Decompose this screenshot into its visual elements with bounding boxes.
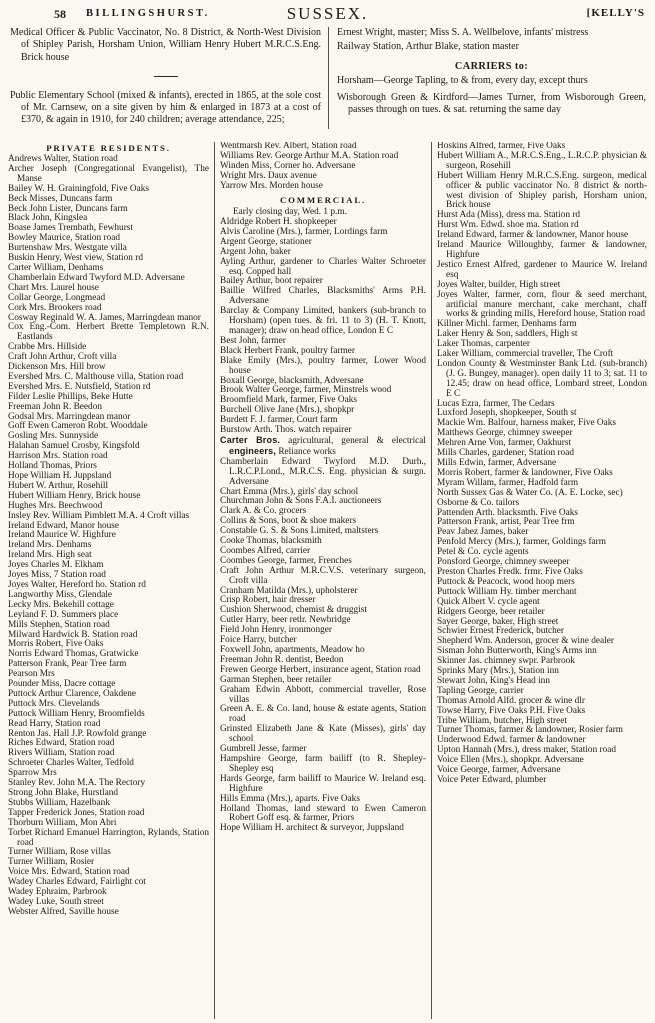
resident-entry: Puttock Arthur Clarence, Oakdene bbox=[8, 688, 137, 699]
resident-entry: Boase James Trembath, Fewhurst bbox=[8, 223, 133, 234]
resident-entry: Godsal Mrs. Marringdean manor bbox=[8, 411, 131, 422]
section-divider-dash bbox=[154, 76, 178, 77]
commercial-entry: Grinsted Elizabeth Jane & Kate (Misses), girls' day school bbox=[220, 724, 426, 745]
commercial-entry: Cooke Thomas, blacksmith bbox=[220, 536, 322, 547]
commercial-entry: Foice Harry, butcher bbox=[220, 635, 297, 646]
private-residents-heading: PRIVATE RESIDENTS. bbox=[46, 143, 171, 153]
resident-entry: Yarrow Mrs. Morden house bbox=[220, 180, 323, 191]
commercial-entry: Mackie Wm. Balfour, harness maker, Five Oaks bbox=[437, 418, 617, 429]
commercial-entry: Preston Charles Fredk. frmr. Five Oaks bbox=[437, 566, 583, 577]
commercial-entry: Churchman John & Sons F.A.I. auctioneers bbox=[220, 496, 382, 507]
resident-entry: Renton Jas. Hall J.P. Rowfold grange bbox=[8, 728, 147, 739]
commercial-entry: Cutler Harry, beer retlr. Newbridge bbox=[220, 615, 351, 626]
commercial-entry: Crisp Robert, hair dresser bbox=[220, 595, 316, 606]
resident-entry: Thorburn William, Mon Abri bbox=[8, 817, 117, 828]
running-header bbox=[0, 4, 655, 24]
resident-entry: Evershed Mrs. C. Malthouse villa, Station road bbox=[8, 371, 184, 382]
commercial-entry: Puttock & Peacock, wood hoop mers bbox=[437, 576, 575, 587]
commercial-entry: Collins & Sons, boot & shoe makers bbox=[220, 516, 357, 527]
commercial-entry: Ayling Arthur, gardener to Charles Walter Schroeter esq. Copped hall bbox=[220, 256, 426, 277]
commercial-entry: Voice Peter Edward, plumber bbox=[437, 775, 547, 785]
resident-entry: Cosway Reginald W. A. James, Marringdean manor bbox=[8, 312, 201, 323]
commercial-entry: Hurst Wm. Edwd. shoe ma. Station rd bbox=[437, 220, 579, 231]
resident-entry: Langworthy Miss, Glendale bbox=[8, 589, 113, 600]
resident-entry: Beck John Lister, Duncans farm bbox=[8, 203, 128, 214]
commercial-entry: Voice George, farmer, Adversane bbox=[437, 765, 561, 776]
right-column bbox=[431, 142, 647, 1019]
commercial-entry: Killner Michl. farmer, Denhams farm bbox=[437, 319, 577, 330]
private-residents-list bbox=[8, 155, 209, 918]
resident-entry: Rivers William, Station road bbox=[8, 748, 115, 759]
commercial-list bbox=[220, 218, 426, 834]
early-closing-note: Early closing day, Wed. 1 p.m. bbox=[233, 206, 347, 217]
resident-entry: Hubert W. Arthur, Rosehill bbox=[8, 480, 109, 491]
commercial-entry: Freeman John R. dentist, Beedon bbox=[220, 654, 344, 665]
commercial-entry: Towse Harry, Five Oaks P.H. Five Oaks bbox=[437, 705, 586, 716]
intro-section bbox=[10, 27, 646, 129]
resident-entry: Black John, Kingslea bbox=[8, 213, 88, 224]
resident-entry: Puttock William Henry, Broomfields bbox=[8, 708, 145, 719]
commercial-entry: Sprinks Mary (Mrs.), Station inn bbox=[437, 666, 559, 677]
resident-entry: Stanley Rev. John M.A. The Rectory bbox=[8, 778, 146, 789]
commercial-entry: Best John, farmer bbox=[220, 335, 286, 346]
commercial-entry: Hurst Ada (Miss), dress ma. Station rd bbox=[437, 210, 581, 221]
entry-segment: agricultural, general & electrical bbox=[280, 435, 426, 446]
resident-entry: Schroeter Charles Walter, Tedfold bbox=[8, 758, 134, 769]
resident-entry: Stubbs William, Hazelbank bbox=[8, 797, 110, 808]
commercial-entry: Mehren Arne Von, farmer, Oakhurst bbox=[437, 438, 572, 449]
commercial-entry: Luxford Joseph, shopkeeper, South st bbox=[437, 408, 577, 419]
middle-column bbox=[214, 142, 431, 1019]
resident-entry: Wadey Luke, South street bbox=[8, 896, 104, 907]
resident-entry: Collar George, Longmead bbox=[8, 292, 106, 303]
carrier-entry: Wisborough Green & Kirdford—James Turner, from Wisborough Green, passes through on tues. & sat. returning the same day bbox=[337, 91, 646, 116]
resident-entry: Hughes Mrs. Beechwood bbox=[8, 500, 103, 511]
commercial-entry: Underwood Edwd. farmer & landowner bbox=[437, 735, 586, 746]
resident-entry: Leyland F. D. Summers place bbox=[8, 609, 119, 620]
resident-entry: Crabbe Mrs. Hillside bbox=[8, 342, 87, 353]
commercial-entry: Laker William, commercial traveller, The Croft bbox=[437, 349, 614, 360]
commercial-entry: Jestico Ernest Alfred, gardener to Maurice W. Ireland esq bbox=[437, 259, 647, 280]
commercial-entry: Broomfield Mark, farmer, Five Oaks bbox=[220, 395, 357, 406]
resident-entry: Harrison Mrs. Station road bbox=[8, 451, 108, 462]
commercial-entry: Boxall George, blacksmith, Adversane bbox=[220, 375, 364, 386]
commercial-entry: Burchell Olive Jane (Mrs.), shopkpr bbox=[220, 405, 355, 416]
medical-officer-paragraph: Medical Officer & Public Vaccinator, No. 8 District, & North-West Division of Shipley Parish, Horsham Union, William Henry Hubert M.R.C.S.Eng. Brick house bbox=[10, 27, 321, 63]
resident-entry: Hubert William Henry, Brick house bbox=[8, 490, 141, 501]
commercial-entry: Sisman John Butterworth, King's Arms inn bbox=[437, 646, 597, 657]
commercial-entry: London County & Westminster Bank Ltd. (sub-branch) (J. G. Bungey, manager). open daily 11 to 3; sat. 11 to 12.45; draw on head office, Lombard street, London E C bbox=[437, 358, 647, 399]
commercial-entry: Myram Willam, farmer, Hadfold farm bbox=[437, 477, 579, 488]
directory-columns bbox=[8, 142, 647, 1019]
commercial-entry: Hampshire George, farm bailiff (to R. Shepley-Shepley esq bbox=[220, 753, 426, 774]
resident-entry: Buskin Henry, West view, Station rd bbox=[8, 253, 143, 264]
commercial-entry: Lucas Ezra, farmer, The Cedars bbox=[437, 398, 555, 409]
commercial-entry: Stewart John, King's Head inn bbox=[437, 675, 550, 686]
commercial-entry: Burdett F. J. farmer, Court farm bbox=[220, 415, 338, 426]
resident-entry: Evershed Mrs. E. Nutsfield, Station rd bbox=[8, 381, 151, 392]
commercial-entry: Gumbrell Jesse, farmer bbox=[220, 744, 307, 755]
resident-entry: Wentmarsh Rev. Albert, Station road bbox=[220, 142, 357, 151]
resident-entry: Webster Alfred, Saville house bbox=[8, 906, 119, 917]
commercial-entry: Matthews George, chimney sweeper bbox=[437, 428, 573, 439]
commercial-entry: Chart Emma (Mrs.), girls' day school bbox=[220, 486, 359, 497]
commercial-entry: Patterson Frank, artist, Pear Tree frm bbox=[437, 517, 575, 528]
resident-entry: Lecky Mrs. Bekehill cottage bbox=[8, 599, 114, 610]
commercial-entry: Mills Charles, gardener, Station road bbox=[437, 448, 574, 459]
resident-entry: Wadey Ephraim, Parbrook bbox=[8, 887, 107, 898]
resident-entry: Hope William H. Juppsland bbox=[8, 471, 112, 481]
resident-entry: Holland Thomas, Priors bbox=[8, 461, 97, 472]
intro-left-column bbox=[10, 27, 328, 129]
resident-entry: Bailey W. H. Grainingfold, Five Oaks bbox=[8, 183, 149, 194]
commercial-entry: Hills Emma (Mrs.), aparts. Five Oaks bbox=[220, 793, 360, 804]
carrier-entry: Horsham—George Tapling, to & from, every day, except thurs bbox=[337, 74, 588, 86]
resident-entry: Carter William, Denhams bbox=[8, 262, 104, 273]
intro-right-column bbox=[328, 27, 646, 129]
resident-entry: Turner William, Rose villas bbox=[8, 847, 111, 858]
commercial-entry: Upton Hannah (Mrs.), dress maker, Station road bbox=[437, 745, 617, 756]
resident-entry: Bowley Maurice, Station road bbox=[8, 233, 121, 244]
resident-entry: Mills Stephen, Station road bbox=[8, 619, 110, 630]
resident-entry: Riches Edward, Station road bbox=[8, 738, 115, 749]
resident-entry: Pearson Mrs bbox=[8, 669, 55, 680]
entry-segment: Carter Bros. bbox=[220, 434, 281, 445]
entry-segment: engineers, bbox=[229, 445, 277, 456]
private-residents-column bbox=[8, 142, 214, 1019]
resident-entry: Andrews Walter, Station road bbox=[8, 154, 118, 164]
commercial-entry: Argent George, stationer bbox=[220, 236, 312, 247]
commercial-entry: Brook Walter George, farmer, Minstrels wood bbox=[220, 385, 392, 396]
resident-entry: Turner William, Rosier bbox=[8, 857, 95, 868]
commercial-entry: Argent John, baker bbox=[220, 246, 291, 257]
resident-entry: Joyes Charles M. Elkham bbox=[8, 560, 104, 571]
commercial-entry: Morris Robert, farmer & landowner, Five Oaks bbox=[437, 467, 613, 478]
commercial-entry: Coombes George, farmer, Frenches bbox=[220, 555, 352, 566]
carriers-list bbox=[337, 75, 646, 117]
resident-entry: Freeman John R. Beedon bbox=[8, 401, 102, 412]
resident-entry: Craft John Arthur, Croft villa bbox=[8, 352, 117, 363]
resident-entry: Strong John Blake, Hurstland bbox=[8, 788, 119, 798]
resident-entry: Pounder Miss, Dacre cottage bbox=[8, 679, 116, 690]
page-number: 58 bbox=[54, 7, 66, 21]
commercial-entry: Craft John Arthur M.R.C.V.S. veterinary surgeon, Croft villa bbox=[220, 565, 426, 586]
county-title: SUSSEX. bbox=[286, 4, 369, 23]
commercial-entry: Penfold Mercy (Mrs.), farmer, Goldings farm bbox=[437, 537, 606, 548]
resident-entry: Williams Rev. George Arthur M.A. Station road bbox=[220, 150, 399, 161]
commercial-entry: Hards George, farm bailiff to Maurice W. Ireland esq. Highfure bbox=[220, 773, 426, 794]
commercial-entry: Laker Thomas, carpenter bbox=[437, 339, 531, 350]
commercial-entry: Sayer George, baker, High street bbox=[437, 616, 559, 627]
resident-entry: Dickenson Mrs. Hill brow bbox=[8, 362, 106, 373]
resident-entry: Joyes Walter, Hereford ho. Station rd bbox=[8, 579, 146, 590]
commercial-entry: Alvis Caroline (Mrs.), farmer, Lordings farm bbox=[220, 226, 388, 237]
commercial-entry: Voice Ellen (Mrs.), shopkpr. Adversane bbox=[437, 755, 584, 766]
resident-entry: Chamberlain Edward Twyford M.D. Adversane bbox=[8, 272, 185, 283]
commercial-entry: Foxwell John, apartments, Meadow ho bbox=[220, 645, 365, 655]
commercial-entry: Holland Thomas, land steward to Ewen Cameron Robert Goff esq. & farmer, Priors bbox=[220, 803, 426, 824]
commercial-entry: Shepherd Wm. Anderson, grocer & wine dealer bbox=[437, 636, 614, 647]
commercial-entry: Hoskins Alfred, farmer, Five Oaks bbox=[437, 142, 566, 151]
railway-station-paragraph: Railway Station, Arthur Blake, station master bbox=[337, 41, 519, 53]
commercial-entry: Thomas Arnold Alfd. grocer & wine dlr bbox=[437, 695, 585, 706]
resident-entry: Gosling Mrs. Sunnyside bbox=[8, 431, 99, 442]
resident-entry: Ireland Mrs. Denhams bbox=[8, 540, 92, 551]
resident-entry: Ireland Maurice W. Highfure bbox=[8, 530, 116, 541]
commercial-entry: Tapling George, carrier bbox=[437, 685, 524, 696]
resident-entry: Winden Miss, Corner ho. Adversane bbox=[220, 160, 356, 171]
commercial-entry: Mills Edwin, farmer, Adversane bbox=[437, 458, 557, 468]
private-residents-continued-list bbox=[220, 142, 426, 192]
commercial-continued-list bbox=[437, 142, 647, 786]
resident-entry: Beck Misses, Duncans farm bbox=[8, 193, 113, 204]
commercial-entry: Quick Albert V. cycle agent bbox=[437, 596, 540, 607]
school-paragraph: Public Elementary School (mixed & infants), erected in 1865, at the sole cost of Mr. Carnsew, on a site given by him & enlarged in 1873 at a cost of £370, & again in 1910, for 240 children; average attendance, 225; bbox=[10, 89, 321, 126]
commercial-entry: Barclay & Company Limited, bankers (sub-branch to Horsham) (open tues. & fri. 11 to 3) (H. T. Knott, manager); draw on head office, London E C bbox=[220, 306, 426, 336]
commercial-entry: Ridgers George, beer retailer bbox=[437, 606, 545, 617]
commercial-entry: Blake Emily (Mrs.), poultry farmer, Lower Wood house bbox=[220, 355, 426, 376]
commercial-entry: Hubert William A., M.R.C.S.Eng., L.R.C.P. physician & surgeon, Rosehill bbox=[437, 150, 647, 171]
commercial-entry: Chamberlain Edward Twyford M.D. Durh., L.R.C.P.Lond., M.R.C.S. Eng. physician & surgn. Adversane bbox=[220, 456, 426, 487]
carriers-heading: CARRIERS to: bbox=[454, 60, 529, 72]
commercial-entry: Hubert William Henry M.R.C.S.Eng. surgeon, medical officer & public vaccinator No. 8 district & north-west division of Shipley parish, Horsham union, Brick house bbox=[437, 170, 647, 211]
resident-entry: Read Harry, Station road bbox=[8, 718, 101, 729]
resident-entry: Torbet Richard Emanuel Harrington, Rylands, Station road bbox=[8, 827, 209, 848]
resident-entry: Filder Leslie Phillips, Beke Hutte bbox=[8, 391, 133, 402]
resident-entry: Sparrow Mrs bbox=[8, 768, 57, 779]
resident-entry: Wright Mrs. Daux avenue bbox=[220, 170, 317, 181]
resident-entry: Cork Mrs. Brookers road bbox=[8, 302, 102, 313]
resident-entry: Joyes Miss, 7 Station road bbox=[8, 570, 106, 581]
resident-entry: Puttock Mrs. Clevelands bbox=[8, 698, 100, 709]
commercial-entry: Ireland Maurice Willoughby, farmer & landowner, Highfure bbox=[437, 240, 647, 260]
resident-entry: Insley Rev. William Pimblett M.A. 4 Croft villas bbox=[8, 510, 190, 521]
resident-entry: Ireland Mrs. High seat bbox=[8, 550, 92, 561]
commercial-entry: Turner Thomas, farmer & landowner, Rosier farm bbox=[437, 725, 624, 736]
commercial-entry: Baillie Wilfred Charles, Blacksmiths' Arms P.H. Adversane bbox=[220, 286, 426, 307]
commercial-entry: Black Herbert Frank, poultry farmer bbox=[220, 345, 356, 356]
resident-entry: Patterson Frank, Pear Tree farm bbox=[8, 659, 127, 670]
commercial-entry: Ponsford George, chimney sweeper bbox=[437, 557, 570, 568]
commercial-entry: Laker Henry & Son, saddlers, High st bbox=[437, 329, 578, 340]
commercial-entry: Puttock William Hy. timber merchant bbox=[437, 586, 577, 597]
place-title: BILLINGSHURST. bbox=[86, 8, 210, 19]
commercial-entry: Graham Edwin Abbott, commercial traveller, Rose villas bbox=[220, 684, 426, 705]
resident-entry: Burtenshaw Mrs. Westgate villa bbox=[8, 243, 127, 254]
commercial-heading: COMMERCIAL. bbox=[279, 194, 367, 205]
commercial-entry: Petel & Co. cycle agents bbox=[437, 547, 529, 558]
schoolmaster-paragraph: Ernest Wright, master; Miss S. A. Wellbelove, infants' mistress bbox=[337, 27, 589, 38]
resident-entry: Ireland Edward, Manor house bbox=[8, 520, 120, 531]
commercial-entry: Clark A. & Co. grocers bbox=[220, 506, 307, 517]
resident-entry: Wadey Charles Edward, Fairlight cot bbox=[8, 877, 146, 888]
resident-entry: Milward Hardwick B. Station road bbox=[8, 629, 138, 640]
publisher-name: [KELLY'S bbox=[586, 7, 645, 19]
commercial-entry: Schwier Ernest Frederick, butcher bbox=[437, 626, 565, 637]
resident-entry: Voice Mrs. Edward, Station road bbox=[8, 867, 130, 878]
resident-entry: Chart Mrs. Laurel house bbox=[8, 282, 99, 293]
commercial-entry: North Sussex Gas & Water Co. (A. E. Locke, sec) bbox=[437, 487, 623, 498]
resident-entry: Norris Edward Thomas, Gratwicke bbox=[8, 649, 139, 660]
commercial-entry: Aldridge Robert H. shopkeeper bbox=[220, 217, 337, 228]
resident-entry: Tapper Frederick Jones, Station road bbox=[8, 807, 145, 818]
commercial-entry: Pattenden Arth. blacksmth. Five Oaks bbox=[437, 507, 578, 518]
commercial-entry: Joyes Walter, farmer, corn, flour & seed merchant, artificial manure merchant, cake merchant, chaff works & grinding mills, Hereford house, Station road bbox=[437, 289, 647, 320]
commercial-entry: Skinner Jas. chimney swpr. Parbrook bbox=[437, 656, 575, 667]
commercial-entry: Joyes Walter, builder, High street bbox=[437, 279, 561, 290]
commercial-entry: Garman Stephen, beer retailer bbox=[220, 674, 332, 685]
commercial-entry: Burstow Arth. Thos. watch repairer bbox=[220, 425, 352, 436]
entry-segment: Reliance works bbox=[276, 446, 336, 457]
resident-entry: Morris Robert, Five Oaks bbox=[8, 639, 104, 650]
commercial-entry: Hope William H. architect & surveyor, Juppsland bbox=[220, 823, 404, 834]
commercial-entry: Bailey Arthur, boot repairer bbox=[220, 276, 323, 287]
resident-entry: Goff Ewen Cameron Robt. Wooddale bbox=[8, 421, 148, 432]
commercial-entry: Green A. E. & Co. land, house & estate agents, Station road bbox=[220, 704, 426, 725]
commercial-entry: Peav Jabez James, baker bbox=[437, 527, 529, 538]
commercial-entry: Frewen George Herbert, insurance agent, Station road bbox=[220, 664, 421, 675]
commercial-entry: Constable G. S. & Sons Limited, maltsters bbox=[220, 526, 379, 537]
commercial-entry: Osborne & Co. tailors bbox=[437, 497, 520, 508]
commercial-entry: Coombes Alfred, carrier bbox=[220, 545, 311, 556]
resident-entry: Cox Eng.-Com. Herbert Brette Templetown R.N. Eastlands bbox=[8, 322, 209, 343]
commercial-entry: Ireland Edward, farmer & landowner, Manor house bbox=[437, 230, 629, 241]
commercial-entry: Tribe William, butcher, High street bbox=[437, 715, 567, 726]
commercial-entry: Cushion Sherwood, chemist & druggist bbox=[220, 605, 367, 616]
commercial-entry: Cranham Matilda (Mrs.), upholsterer bbox=[220, 585, 358, 596]
resident-entry: Halahan Samuel Crosby, Kingsfold bbox=[8, 441, 140, 452]
resident-entry: Archer Joseph (Congregational Evangelist), The Manse bbox=[8, 163, 209, 184]
commercial-entry: Field John Henry, ironmonger bbox=[220, 625, 332, 636]
commercial-entry bbox=[220, 436, 426, 458]
